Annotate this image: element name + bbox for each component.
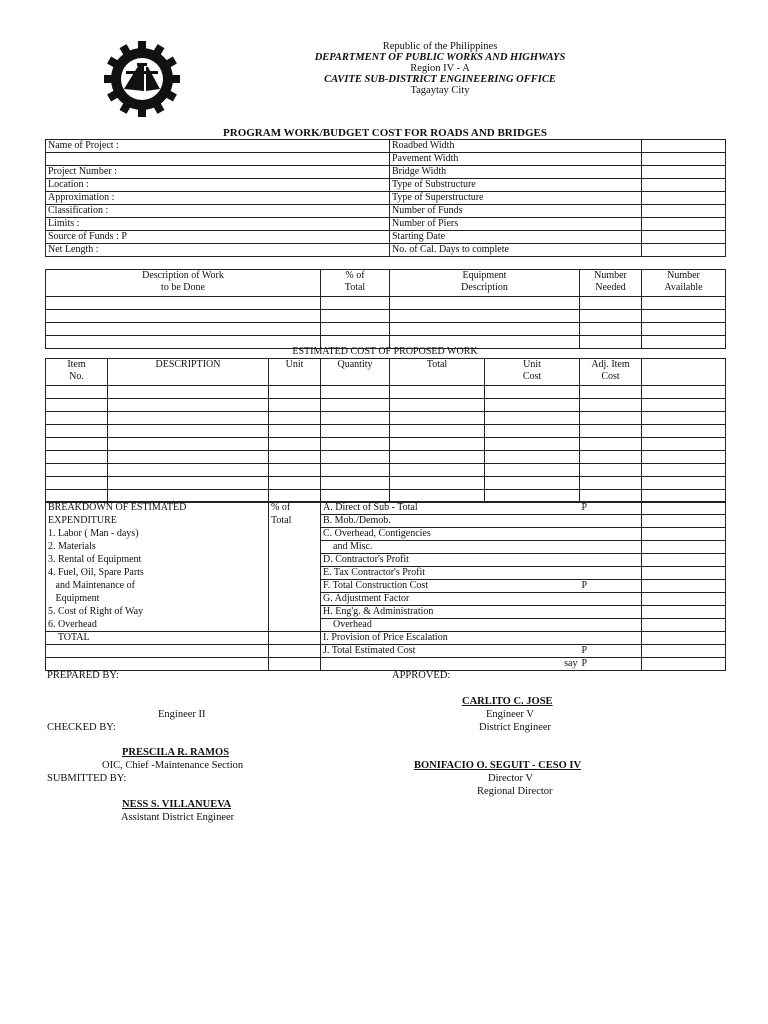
engineer-ii-title: Engineer II: [158, 709, 206, 720]
info-row: [46, 218, 726, 231]
estimate-cell: [390, 386, 485, 399]
estimate-cell: [485, 464, 580, 477]
estimate-cell: [269, 438, 321, 451]
breakdown-peso: [580, 541, 642, 554]
estimate-cell: [580, 386, 642, 399]
estimate-cell: [642, 425, 726, 438]
estimate-cell: [390, 451, 485, 464]
breakdown-peso: [580, 632, 642, 645]
breakdown-peso: [580, 528, 642, 541]
breakdown-pct: [269, 580, 321, 593]
estimate-cell: [580, 438, 642, 451]
breakdown-item: EXPENDITURE: [46, 515, 269, 528]
estimate-cell: [485, 425, 580, 438]
breakdown-row: [46, 528, 726, 541]
estimate-cell: [321, 425, 390, 438]
work-cell: [321, 297, 390, 310]
breakdown-value: [642, 554, 726, 567]
breakdown-value: [642, 593, 726, 606]
work-cell: [390, 310, 580, 323]
jose-title-1: Engineer V: [486, 709, 534, 720]
info-left-cell: [46, 153, 390, 166]
breakdown-value: [642, 515, 726, 528]
col-description: DESCRIPTION: [108, 359, 269, 386]
seguit-title-2: Regional Director: [477, 786, 553, 797]
breakdown-row: [46, 554, 726, 567]
city-line: Tagaytay City: [410, 85, 470, 96]
estimate-cell: [46, 399, 108, 412]
department-line: DEPARTMENT OF PUBLIC WORKS AND HIGHWAYS: [314, 52, 566, 63]
breakdown-item: 4. Fuel, Oil, Spare Parts: [46, 567, 269, 580]
breakdown-row: [46, 515, 726, 528]
estimate-cell: [108, 386, 269, 399]
estimate-cell: [269, 464, 321, 477]
breakdown-cost-item: J. Total Estimated Cost: [321, 645, 580, 658]
info-left-cell: Location :: [46, 179, 390, 192]
estimate-row: [46, 477, 726, 490]
document-title: PROGRAM WORK/BUDGET COST FOR ROADS AND BRIDGES: [223, 127, 547, 139]
info-right-cell: Bridge Width: [390, 166, 642, 179]
estimate-cell: [390, 438, 485, 451]
breakdown-pct: [269, 632, 321, 645]
estimate-row: [46, 425, 726, 438]
estimate-cell: [321, 451, 390, 464]
breakdown-item: and Maintenance of: [46, 580, 269, 593]
info-row: [46, 179, 726, 192]
estimate-cell: [108, 477, 269, 490]
submitted-by-label: SUBMITTED BY:: [47, 773, 127, 784]
work-cell: [321, 310, 390, 323]
work-cell: [390, 297, 580, 310]
breakdown-item: [46, 645, 269, 658]
estimate-cell: [108, 464, 269, 477]
info-row: [46, 140, 726, 153]
villanueva-name: NESS S. VILLANUEVA: [122, 799, 232, 810]
info-left-cell: Approximation :: [46, 192, 390, 205]
estimate-cell: [580, 412, 642, 425]
estimate-cell: [390, 399, 485, 412]
breakdown-cost-item: D. Contractor's Profit: [321, 554, 580, 567]
breakdown-peso: [580, 593, 642, 606]
prepared-by-label: PREPARED BY:: [47, 670, 119, 681]
estimate-cell: [321, 464, 390, 477]
dpwh-logo: [104, 41, 180, 117]
estimate-cell: [46, 477, 108, 490]
estimate-cell: [269, 425, 321, 438]
col-unit: Unit: [269, 359, 321, 386]
ramos-title: OIC, Chief -Maintenance Section: [102, 760, 244, 771]
info-left-cell: Source of Funds : P: [46, 231, 390, 244]
estimate-cell: [46, 386, 108, 399]
work-table: [45, 269, 726, 349]
estimate-cell: [108, 412, 269, 425]
estimate-cell: [642, 399, 726, 412]
estimate-cell: [485, 451, 580, 464]
region-line: Region IV - A: [410, 63, 470, 74]
estimate-cell: [580, 425, 642, 438]
work-cell: [642, 323, 726, 336]
breakdown-row: [46, 632, 726, 645]
estimate-cell: [642, 464, 726, 477]
breakdown-peso: [580, 515, 642, 528]
info-row: [46, 192, 726, 205]
estimate-row: [46, 399, 726, 412]
work-cell: [642, 297, 726, 310]
estimate-cell: [321, 477, 390, 490]
breakdown-pct: [269, 645, 321, 658]
col-number-available: Number Available: [642, 270, 726, 297]
estimate-cell: [321, 412, 390, 425]
breakdown-pct: [269, 567, 321, 580]
breakdown-peso: P: [580, 658, 642, 671]
estimate-cell: [321, 386, 390, 399]
info-row: [46, 244, 726, 257]
breakdown-peso: P: [580, 502, 642, 515]
breakdown-cost-item: say: [321, 658, 580, 671]
project-info-table: [45, 139, 726, 257]
estimate-cell: [321, 399, 390, 412]
col-blank: [642, 359, 726, 386]
breakdown-row: [46, 580, 726, 593]
breakdown-pct: [269, 619, 321, 632]
breakdown-pct: [269, 541, 321, 554]
breakdown-pct: [269, 606, 321, 619]
work-cell: [642, 310, 726, 323]
info-value-cell: [642, 231, 726, 244]
breakdown-value: [642, 528, 726, 541]
breakdown-row: [46, 567, 726, 580]
estimate-cell: [321, 438, 390, 451]
breakdown-value: [642, 632, 726, 645]
republic-line: Republic of the Philippines: [382, 41, 498, 52]
office-line: CAVITE SUB-DISTRICT ENGINEERING OFFICE: [324, 74, 556, 85]
info-left-cell: Project Number :: [46, 166, 390, 179]
breakdown-row: [46, 541, 726, 554]
work-row: [46, 310, 726, 323]
info-right-cell: Type of Superstructure: [390, 192, 642, 205]
info-left-cell: Net Length :: [46, 244, 390, 257]
breakdown-item: BREAKDOWN OF ESTIMATED: [46, 502, 269, 515]
breakdown-row: [46, 502, 726, 515]
estimate-cell: [642, 477, 726, 490]
breakdown-value: [642, 580, 726, 593]
breakdown-cost-item: H. Eng'g. & Administration: [321, 606, 580, 619]
breakdown-row: [46, 593, 726, 606]
info-value-cell: [642, 153, 726, 166]
estimate-cell: [642, 386, 726, 399]
info-value-cell: [642, 205, 726, 218]
breakdown-item: Equipment: [46, 593, 269, 606]
estimate-cell: [269, 477, 321, 490]
work-cell: [321, 323, 390, 336]
estimate-cell: [485, 477, 580, 490]
breakdown-pct: [269, 658, 321, 671]
info-value-cell: [642, 179, 726, 192]
col-total: Total: [390, 359, 485, 386]
breakdown-row: [46, 619, 726, 632]
estimate-cell: [390, 464, 485, 477]
breakdown-item: TOTAL: [46, 632, 269, 645]
info-row: [46, 166, 726, 179]
estimate-cell: [269, 386, 321, 399]
info-row: [46, 153, 726, 166]
estimate-row: [46, 386, 726, 399]
breakdown-cost-item: I. Provision of Price Escalation: [321, 632, 580, 645]
estimate-cell: [485, 386, 580, 399]
estimate-cell: [642, 412, 726, 425]
breakdown-pct: Total: [269, 515, 321, 528]
breakdown-peso: P: [580, 580, 642, 593]
estimate-cell: [390, 412, 485, 425]
work-cell: [46, 323, 321, 336]
estimate-caption: ESTIMATED COST OF PROPOSED WORK: [292, 346, 478, 357]
breakdown-item: 3. Rental of Equipment: [46, 554, 269, 567]
estimate-cell: [108, 425, 269, 438]
estimate-cell: [580, 451, 642, 464]
estimate-cell: [390, 477, 485, 490]
breakdown-cost-item: C. Overhead, Contigencies: [321, 528, 580, 541]
breakdown-pct: % of: [269, 502, 321, 515]
estimate-cell: [580, 477, 642, 490]
info-value-cell: [642, 218, 726, 231]
breakdown-cost-item: F. Total Construction Cost: [321, 580, 580, 593]
breakdown-peso: [580, 567, 642, 580]
estimate-cell: [642, 451, 726, 464]
estimate-cell: [580, 399, 642, 412]
breakdown-item: 1. Labor ( Man - days): [46, 528, 269, 541]
breakdown-value: [642, 606, 726, 619]
estimate-row: [46, 412, 726, 425]
info-row: [46, 231, 726, 244]
estimate-cell: [642, 438, 726, 451]
jose-name: CARLITO C. JOSE: [462, 696, 553, 707]
estimate-cell: [485, 438, 580, 451]
breakdown-value: [642, 658, 726, 671]
breakdown-row: [46, 645, 726, 658]
estimate-cell: [269, 399, 321, 412]
breakdown-row: [46, 606, 726, 619]
estimate-cell: [108, 399, 269, 412]
info-right-cell: No. of Cal. Days to complete: [390, 244, 642, 257]
work-cell: [46, 310, 321, 323]
breakdown-value: [642, 502, 726, 515]
breakdown-pct: [269, 593, 321, 606]
breakdown-item: 5. Cost of Right of Way: [46, 606, 269, 619]
info-left-cell: Classification :: [46, 205, 390, 218]
estimate-cell: [46, 451, 108, 464]
breakdown-peso: P: [580, 645, 642, 658]
work-cell: [390, 323, 580, 336]
breakdown-item: 6. Overhead: [46, 619, 269, 632]
estimate-row: [46, 464, 726, 477]
breakdown-cost-item: A. Direct of Sub - Total: [321, 502, 580, 515]
letterhead: [250, 41, 630, 96]
info-left-cell: Limits :: [46, 218, 390, 231]
breakdown-item: 2. Materials: [46, 541, 269, 554]
breakdown-row: [46, 658, 726, 671]
breakdown-cost-item: Overhead: [321, 619, 580, 632]
seguit-title-1: Director V: [488, 773, 533, 784]
col-adj-item-cost: Adj. Item Cost: [580, 359, 642, 386]
estimated-cost-table: [45, 358, 726, 503]
info-left-cell: Name of Project :: [46, 140, 390, 153]
breakdown-value: [642, 619, 726, 632]
work-row: [46, 323, 726, 336]
estimate-cell: [580, 464, 642, 477]
col-description-of-work: Description of Work to be Done: [46, 270, 321, 297]
breakdown-pct: [269, 554, 321, 567]
jose-title-2: District Engineer: [479, 722, 552, 733]
estimate-cell: [108, 451, 269, 464]
breakdown-pct: [269, 528, 321, 541]
info-right-cell: Roadbed Width: [390, 140, 642, 153]
col-quantity: Quantity: [321, 359, 390, 386]
breakdown-peso: [580, 619, 642, 632]
info-value-cell: [642, 140, 726, 153]
breakdown-cost-item: E. Tax Contractor's Profit: [321, 567, 580, 580]
col-unit-cost: Unit Cost: [485, 359, 580, 386]
checked-by-label: CHECKED BY:: [47, 722, 116, 733]
estimate-cell: [485, 412, 580, 425]
approved-label: APPROVED:: [392, 670, 451, 681]
estimate-row: [46, 451, 726, 464]
info-right-cell: Pavement Width: [390, 153, 642, 166]
info-right-cell: Number of Piers: [390, 218, 642, 231]
estimate-cell: [269, 451, 321, 464]
breakdown-value: [642, 541, 726, 554]
estimate-cell: [269, 412, 321, 425]
info-right-cell: Starting Date: [390, 231, 642, 244]
col-percent-total: % of Total: [321, 270, 390, 297]
info-right-cell: Number of Funds: [390, 205, 642, 218]
info-row: [46, 205, 726, 218]
estimate-row: [46, 438, 726, 451]
work-cell: [580, 323, 642, 336]
breakdown-cost-item: G. Adjustment Factor: [321, 593, 580, 606]
info-right-cell: Type of Substructure: [390, 179, 642, 192]
col-number-needed: Number Needed: [580, 270, 642, 297]
seguit-name: BONIFACIO O. SEGUIT - CESO IV: [414, 760, 582, 771]
col-item-no: Item No.: [46, 359, 108, 386]
estimate-cell: [46, 425, 108, 438]
villanueva-title: Assistant District Engineer: [121, 812, 235, 823]
estimate-cell: [390, 425, 485, 438]
breakdown-cost-item: and Misc.: [321, 541, 580, 554]
breakdown-peso: [580, 606, 642, 619]
breakdown-value: [642, 645, 726, 658]
col-equipment-description: Equipment Description: [390, 270, 580, 297]
estimate-cell: [485, 399, 580, 412]
breakdown-item: [46, 658, 269, 671]
breakdown-peso: [580, 554, 642, 567]
breakdown-cost-item: B. Mob./Demob.: [321, 515, 580, 528]
ramos-name: PRESCILA R. RAMOS: [122, 747, 230, 758]
work-cell: [580, 297, 642, 310]
work-cell: [46, 297, 321, 310]
info-value-cell: [642, 166, 726, 179]
work-cell: [580, 310, 642, 323]
breakdown-table: [45, 501, 726, 671]
work-row: [46, 297, 726, 310]
info-value-cell: [642, 244, 726, 257]
estimate-cell: [46, 464, 108, 477]
breakdown-value: [642, 567, 726, 580]
estimate-cell: [46, 412, 108, 425]
info-value-cell: [642, 192, 726, 205]
estimate-cell: [46, 438, 108, 451]
estimate-cell: [108, 438, 269, 451]
